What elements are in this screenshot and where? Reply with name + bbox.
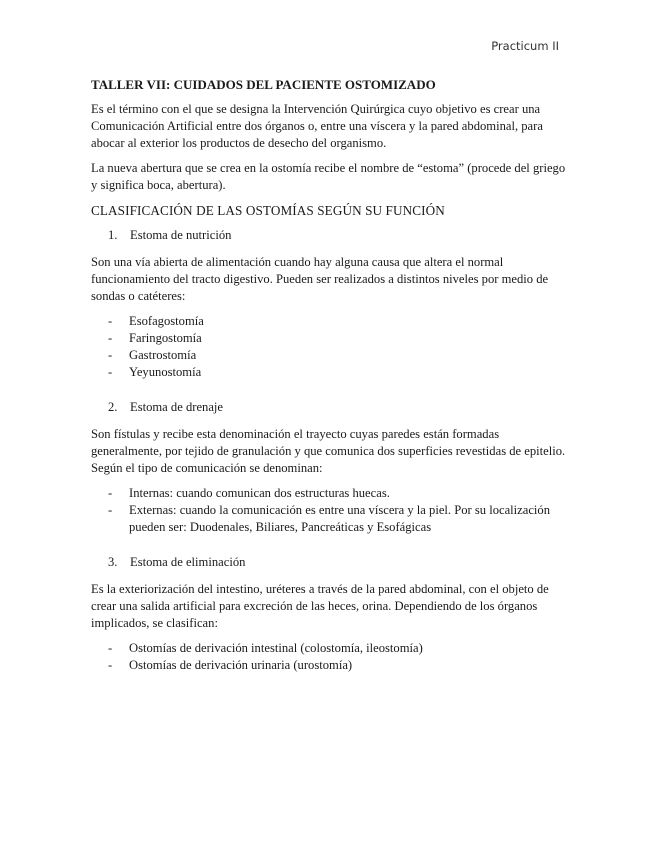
dash-marker: - <box>108 503 113 517</box>
list-item-text: Ostomías de derivación urinaria (urostomía) <box>129 658 353 672</box>
list-item <box>91 364 569 381</box>
list-item <box>91 347 569 364</box>
list-item <box>91 313 569 330</box>
classification-heading: CLASIFICACIÓN DE LAS OSTOMÍAS SEGÚN SU FUNCIÓN <box>91 203 445 218</box>
intro-paragraph-2: La nueva abertura que se crea en la ostomía recibe el nombre de “estoma” (procede del griego y significa boca, abertura). <box>91 161 566 192</box>
list-item <box>91 485 569 502</box>
dash-marker: - <box>108 348 113 362</box>
section-2-paragraph: Son fístulas y recibe esta denominación el trayecto cuyas paredes están formadas generalmente, por tejido de granulación y que comunica dos superficies revestidas de epitelio. Según el tipo de comunicación se denominan: <box>91 427 566 475</box>
list-item-text: Faringostomía <box>129 331 202 345</box>
section-1-list <box>91 313 569 381</box>
list-item <box>91 640 569 657</box>
list-item <box>91 330 569 347</box>
dash-marker: - <box>108 486 113 500</box>
numbered-heading-text: Estoma de drenaje <box>130 400 224 414</box>
list-item-text: Ostomías de derivación intestinal (colostomía, ileostomía) <box>129 641 423 655</box>
list-item-text: Yeyunostomía <box>129 365 202 379</box>
numbered-heading-number: 2. <box>108 400 118 414</box>
section-1-paragraph: Son una vía abierta de alimentación cuando hay alguna causa que altera el normal funcionamiento del tracto digestivo. Pueden ser realizados a distintos niveles por medio de sondas o catéteres: <box>91 255 549 303</box>
list-item <box>91 657 569 674</box>
list-item <box>91 502 569 536</box>
document-title: TALLER VII: CUIDADOS DEL PACIENTE OSTOMIZADO <box>91 77 436 92</box>
list-item-text: Esofagostomía <box>129 314 204 328</box>
section-2-list <box>91 485 569 536</box>
list-item-text: Gastrostomía <box>129 348 197 362</box>
section-3-list <box>91 640 569 674</box>
dash-marker: - <box>108 365 113 379</box>
dash-marker: - <box>108 641 113 655</box>
numbered-heading-text: Estoma de eliminación <box>130 555 246 569</box>
numbered-heading-1 <box>91 227 569 244</box>
section-3-paragraph: Es la exteriorización del intestino, uréteres a través de la pared abdominal, con el objeto de crear una salida artificial para excreción de las heces, orina. Dependiendo de los órganos implicados, se clasifican: <box>91 582 549 630</box>
numbered-heading-number: 1. <box>108 228 118 242</box>
numbered-heading-3 <box>91 554 569 571</box>
document-body <box>91 76 569 684</box>
dash-marker: - <box>108 314 113 328</box>
dash-marker: - <box>108 658 113 672</box>
page-header-label: Practicum II <box>491 39 559 53</box>
numbered-heading-2 <box>91 399 569 416</box>
list-item-text: Internas: cuando comunican dos estructuras huecas. <box>129 486 390 500</box>
intro-paragraph-1: Es el término con el que se designa la Intervención Quirúrgica cuyo objetivo es crear una Comunicación Artificial entre dos órganos o, entre una víscera y la pared abdominal, para abocar al exterior los productos de desecho del organismo. <box>91 102 543 150</box>
list-item-text: Externas: cuando la comunicación es entre una víscera y la piel. Por su localización pueden ser: Duodenales, Biliares, Pancreáticas y Esofágicas <box>129 503 551 534</box>
numbered-heading-text: Estoma de nutrición <box>130 228 232 242</box>
numbered-heading-number: 3. <box>108 555 118 569</box>
dash-marker: - <box>108 331 113 345</box>
